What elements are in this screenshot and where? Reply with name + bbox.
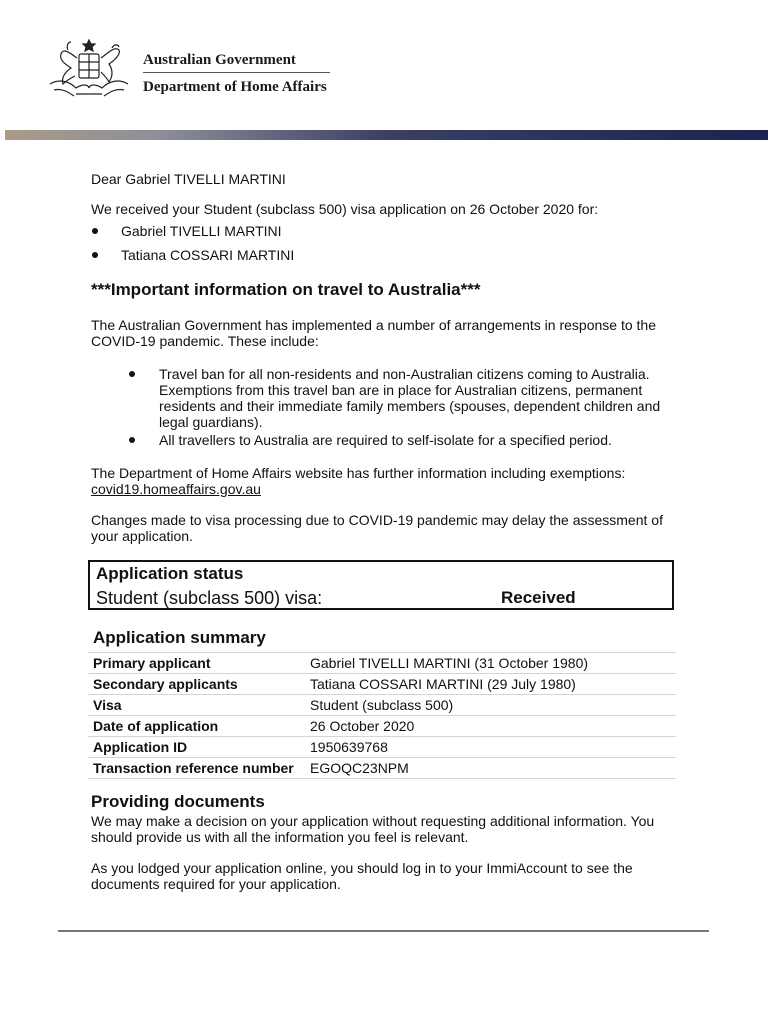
status-visa-label: Student (subclass 500) visa: — [96, 588, 323, 608]
letterhead — [0, 0, 768, 130]
table-row — [88, 652, 676, 673]
important-heading: ***Important information on travel to Australia*** — [91, 280, 481, 299]
application-status-box — [88, 560, 674, 610]
documents-paragraph: As you lodged your application online, you should log in to your ImmiAccount to see the documents required for your application. — [91, 860, 633, 892]
website-text: The Department of Home Affairs website has further information including exemptions: — [91, 465, 626, 481]
row-value: Tatiana COSSARI MARTINI (29 July 1980) — [310, 676, 576, 692]
table-row — [88, 694, 676, 715]
row-value: 1950639768 — [310, 739, 388, 755]
covid-point-text: All travellers to Australia are required to self-isolate for a specified period. — [159, 432, 612, 448]
row-value: 26 October 2020 — [310, 718, 415, 734]
summary-title: Application summary — [93, 628, 266, 647]
delay-notice: Changes made to visa processing due to COVID-19 pandemic may delay the assessment of your application. — [91, 512, 663, 544]
table-row — [88, 736, 676, 757]
row-label: Transaction reference number — [93, 760, 294, 776]
documents-paragraph: We may make a decision on your application without requesting additional information. You should provide us with all the information you feel is relevant. — [91, 813, 655, 845]
bullet-icon — [129, 371, 135, 377]
table-row — [88, 715, 676, 736]
bullet-icon — [92, 228, 98, 234]
letterhead-divider — [143, 72, 330, 73]
table-row — [88, 757, 676, 779]
status-badge: Received — [501, 588, 576, 607]
row-label: Application ID — [93, 739, 188, 755]
covid-point-text: Travel ban for all non-residents and non-Australian citizens coming to Australia. Exemptions from this travel ban are in place for Australian citizens, permanent residents and their immediate family members (spouses, dependent children and legal guardians). — [159, 366, 661, 430]
applicant-name: Gabriel TIVELLI MARTINI — [121, 223, 282, 239]
row-value: EGOQC23NPM — [310, 760, 409, 776]
documents-title: Providing documents — [91, 792, 265, 811]
row-label: Date of application — [93, 718, 219, 734]
letterhead-color-bar — [5, 130, 768, 140]
covid-intro-text: The Australian Government has implemented a number of arrangements in response to the COVID-19 pandemic. These include: — [91, 317, 656, 349]
summary-table — [88, 652, 676, 779]
covid-website-link[interactable]: covid19.homeaffairs.gov.au — [91, 481, 261, 497]
bullet-icon — [129, 437, 135, 443]
row-label: Primary applicant — [93, 655, 211, 671]
table-row — [88, 673, 676, 694]
row-label: Secondary applicants — [93, 676, 238, 692]
row-value: Gabriel TIVELLI MARTINI (31 October 1980) — [310, 655, 589, 671]
salutation: Dear Gabriel TIVELLI MARTINI — [91, 171, 286, 187]
department-name: Department of Home Affairs — [143, 79, 327, 95]
intro-text: We received your Student (subclass 500) visa application on 26 October 2020 for: — [91, 201, 599, 217]
coat-of-arms-icon — [46, 36, 132, 102]
applicant-name: Tatiana COSSARI MARTINI — [121, 247, 295, 263]
row-value: Student (subclass 500) — [310, 697, 454, 713]
bullet-icon — [92, 252, 98, 258]
status-title: Application status — [96, 564, 244, 583]
government-name: Australian Government — [143, 52, 296, 68]
row-label: Visa — [93, 697, 122, 713]
footer-divider — [58, 930, 709, 932]
